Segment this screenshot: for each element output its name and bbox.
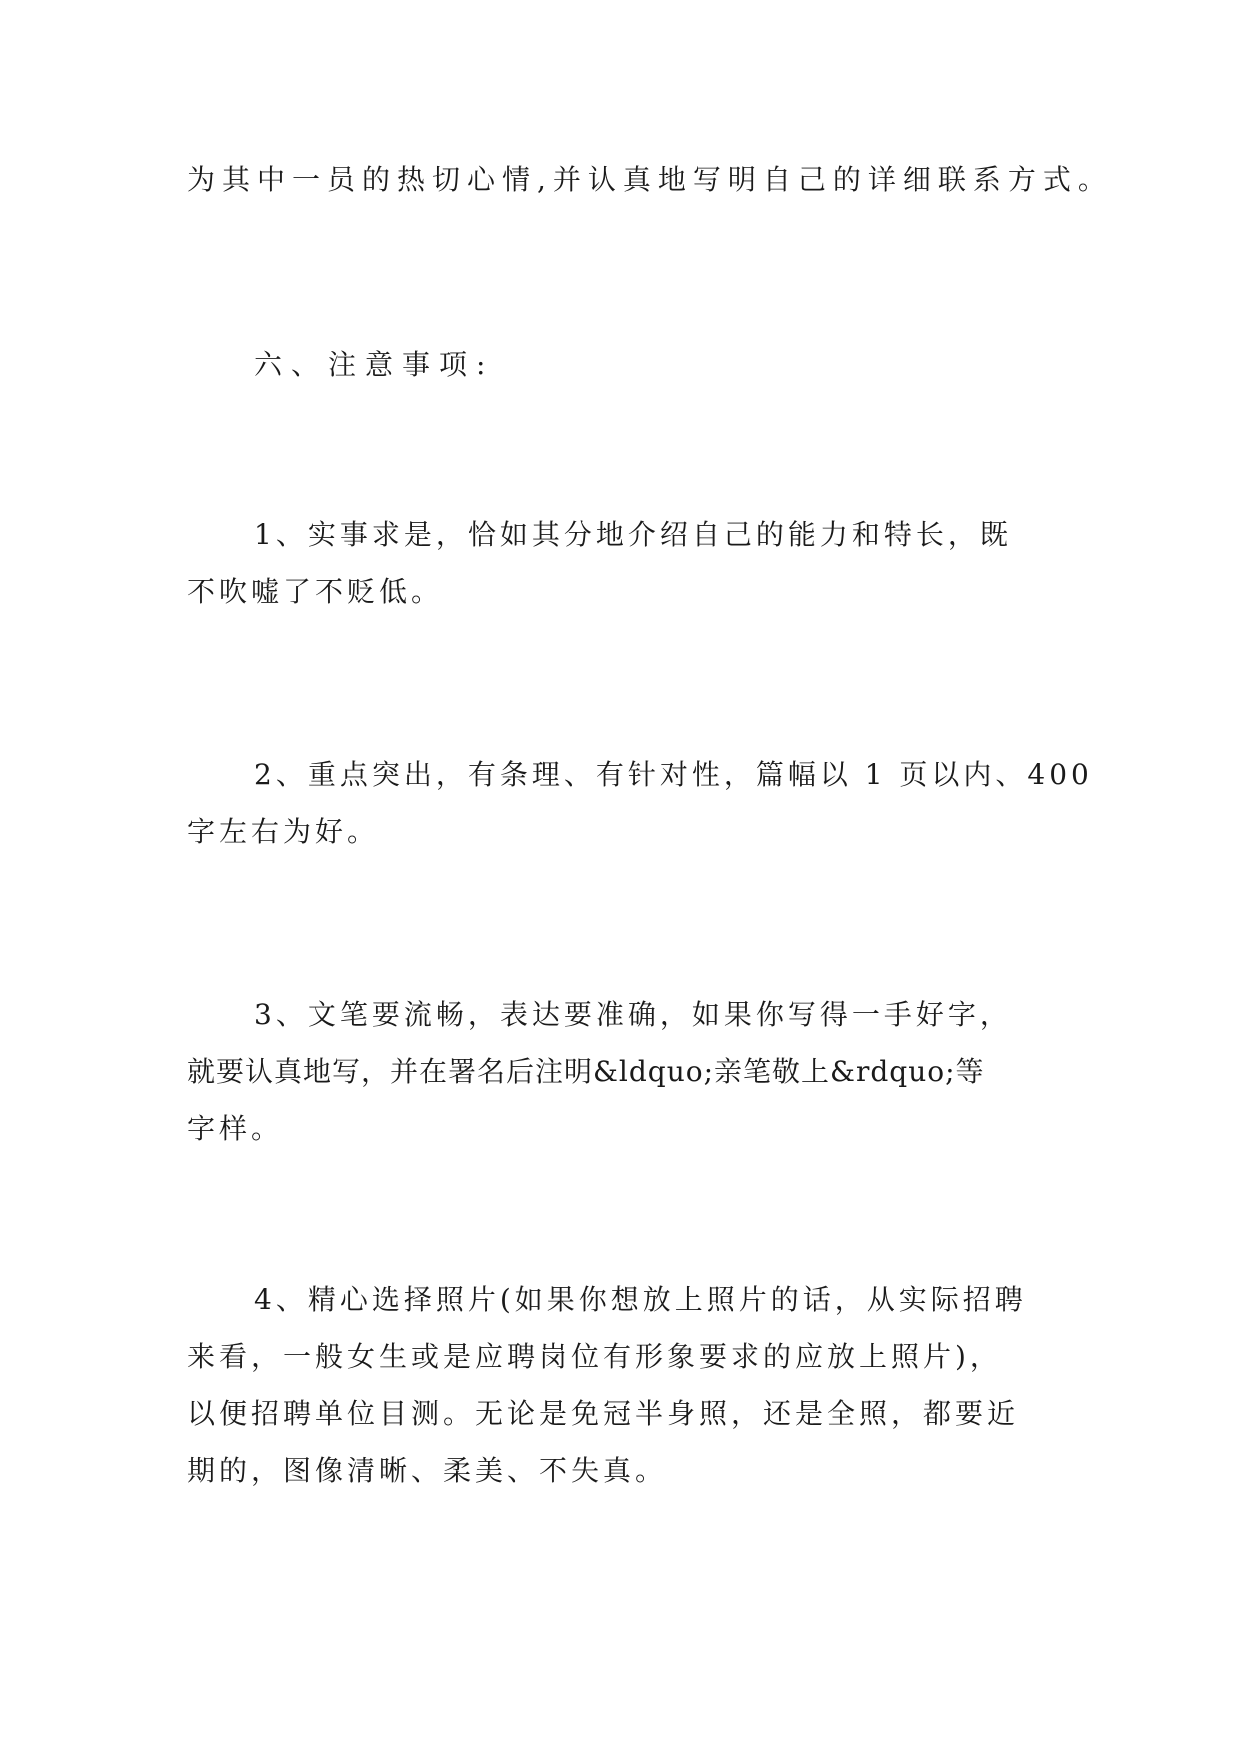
paragraph-line: 3、文笔要流畅，表达要准确，如果你写得一手好字， xyxy=(254,998,1012,1031)
paragraph-line: 不吹嘘了不贬低。 xyxy=(187,575,444,608)
paragraph-line: 就要认真地写，并在署名后注明&ldquo;亲笔敬上&rdquo;等 xyxy=(187,1055,985,1088)
paragraph-line: 字样。 xyxy=(187,1112,284,1145)
paragraph-line: 1、实事求是，恰如其分地介绍自己的能力和特长，既 xyxy=(254,518,1012,551)
paragraph-line: 2、重点突出，有条理、有针对性，篇幅以 1 页以内、400 xyxy=(254,758,1093,791)
paragraph-line: 为其中一员的热切心情,并认真地写明自己的详细联系方式。 xyxy=(187,163,1113,196)
heading-text: 六、注意事项: xyxy=(254,348,495,381)
paragraph-line: 以便招聘单位目测。无论是免冠半身照，还是全照，都要近 xyxy=(187,1397,1020,1430)
paragraph-line: 字左右为好。 xyxy=(187,815,380,848)
paragraph-line: 期的，图像清晰、柔美、不失真。 xyxy=(187,1454,668,1487)
paragraph-line: 来看，一般女生或是应聘岗位有形象要求的应放上照片)， xyxy=(187,1340,1002,1373)
paragraph-line: 4、精心选择照片(如果你想放上照片的话，从实际招聘 xyxy=(254,1283,1027,1316)
